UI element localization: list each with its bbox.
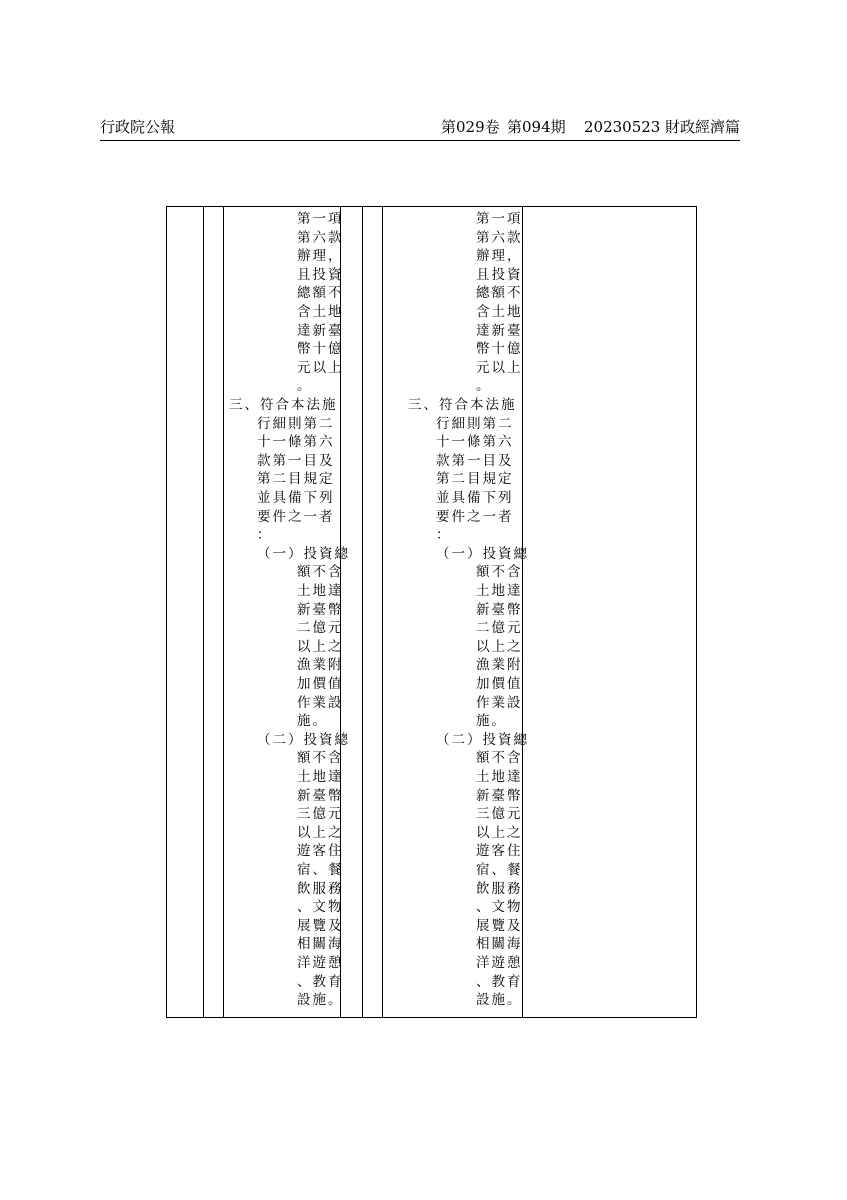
comparison-table xyxy=(166,206,697,1018)
provision-line: 幣十億 xyxy=(476,341,523,358)
provision-line: 土地達 xyxy=(476,583,523,599)
column-divider xyxy=(362,207,363,1017)
provision-line: 第六款 xyxy=(297,229,344,246)
provision-line: 洋遊憩 xyxy=(476,955,523,971)
provision-line: 漁業附 xyxy=(476,657,523,674)
section-name: 財政經濟篇 xyxy=(664,118,740,136)
provision-line: 新臺幣 xyxy=(476,601,523,618)
provision-line: 並具備下列 xyxy=(436,490,514,506)
provision-line: 作業設 xyxy=(297,694,344,711)
provision-line: 第二目規定 xyxy=(436,471,514,488)
provision-line: 宿、餐 xyxy=(476,862,523,878)
provision-line: 第一項 xyxy=(297,211,344,227)
provision-line: 、教育 xyxy=(297,973,344,990)
column-divider xyxy=(223,207,224,1017)
provision-line: 三、符合本法施 xyxy=(408,397,517,413)
provision-line: 含土地 xyxy=(476,304,523,320)
provision-line: 展覽及 xyxy=(476,917,523,934)
provision-line: 飲服務 xyxy=(297,880,344,897)
provision-line: 、文物 xyxy=(297,899,344,916)
publication-date: 20230523 xyxy=(584,118,661,136)
provision-line: 遊客住 xyxy=(476,843,523,860)
provision-line: 宿、餐 xyxy=(297,862,344,878)
provision-line: 十一條第六 xyxy=(257,434,335,451)
provision-line: 設施。 xyxy=(297,992,344,1009)
provision-line: 相關海 xyxy=(476,936,523,953)
provision-line: 新臺幣 xyxy=(297,787,344,804)
provision-line: 。 xyxy=(297,378,313,395)
provision-line: 第二目規定 xyxy=(257,471,335,488)
provision-line: 加價值 xyxy=(297,676,344,692)
provision-line: 十一條第六 xyxy=(436,434,514,451)
provision-line: 元以上 xyxy=(476,359,523,376)
provision-line: 行細則第二 xyxy=(436,415,514,432)
provision-line: 額不含 xyxy=(297,564,344,581)
provision-line: 幣十億 xyxy=(297,341,344,358)
provision-line: 額不含 xyxy=(476,564,523,581)
provision-line: 作業設 xyxy=(476,694,523,711)
provision-line: 洋遊憩 xyxy=(297,955,344,971)
provision-line: 行細則第二 xyxy=(257,415,335,432)
provision-line: 飲服務 xyxy=(476,880,523,897)
provision-line: （二）投資總 xyxy=(257,731,350,748)
provision-line: 總額不 xyxy=(476,285,523,302)
provision-line: 相關海 xyxy=(297,936,344,953)
provision-line: 含土地 xyxy=(297,304,344,320)
provision-line: 額不含 xyxy=(476,750,523,767)
volume-number: 第029卷 xyxy=(441,118,500,136)
provision-line: 新臺幣 xyxy=(297,601,344,618)
provision-line: 三、符合本法施 xyxy=(229,397,338,413)
provision-line: 且投資 xyxy=(476,266,523,283)
provision-line: 額不含 xyxy=(297,750,344,767)
provision-line: 第六款 xyxy=(476,229,523,246)
provision-line: 遊客住 xyxy=(297,843,344,860)
provision-line: 達新臺 xyxy=(476,322,523,339)
provision-line: 加價值 xyxy=(476,676,523,692)
provision-line: 以上之 xyxy=(297,824,344,841)
publication-title: 行政院公報 xyxy=(100,118,176,136)
provision-line: 元以上 xyxy=(297,359,344,376)
provision-line: 施。 xyxy=(476,713,507,730)
provision-line: 總額不 xyxy=(297,285,344,302)
provision-line: 、教育 xyxy=(476,973,523,990)
provision-line: 且投資 xyxy=(297,266,344,283)
provision-line: 二億元 xyxy=(297,620,344,637)
provision-line: 並具備下列 xyxy=(257,490,335,506)
provision-line: 要件之一者 xyxy=(257,508,335,525)
column-divider xyxy=(203,207,204,1017)
provision-line: 土地達 xyxy=(476,769,523,785)
provision-line: 施。 xyxy=(297,713,328,730)
provision-line: （一）投資總 xyxy=(257,545,350,562)
provision-line: ： xyxy=(436,527,452,544)
provision-line: 土地達 xyxy=(297,583,344,599)
provision-line: （二）投資總 xyxy=(436,731,529,748)
provision-line: 款第一目及 xyxy=(257,452,335,469)
provision-line: 、文物 xyxy=(476,899,523,916)
provision-line: 以上之 xyxy=(476,824,523,841)
page-header xyxy=(100,118,740,141)
provision-line: 展覽及 xyxy=(297,917,344,934)
provision-line: 新臺幣 xyxy=(476,787,523,804)
provision-line: 以上之 xyxy=(476,638,523,655)
provision-line: 達新臺 xyxy=(297,322,344,339)
provision-line: 辦理， xyxy=(476,248,523,265)
provision-line: 設施。 xyxy=(476,992,523,1009)
provision-line: 二億元 xyxy=(476,620,523,637)
provision-line: 辦理， xyxy=(297,248,344,265)
issue-number: 第094期 xyxy=(507,118,566,136)
provision-line: 三億元 xyxy=(297,806,344,823)
provision-line: 土地達 xyxy=(297,769,344,785)
provision-line: 款第一目及 xyxy=(436,452,514,469)
provision-line: 以上之 xyxy=(297,638,344,655)
column-divider xyxy=(382,207,383,1017)
provision-line: （一）投資總 xyxy=(436,545,529,562)
provision-line: 要件之一者 xyxy=(436,508,514,525)
provision-line: 第一項 xyxy=(476,211,523,227)
provision-line: 三億元 xyxy=(476,806,523,823)
provision-line: 漁業附 xyxy=(297,657,344,674)
provision-line: ： xyxy=(257,527,273,544)
provision-line: 。 xyxy=(476,378,492,395)
